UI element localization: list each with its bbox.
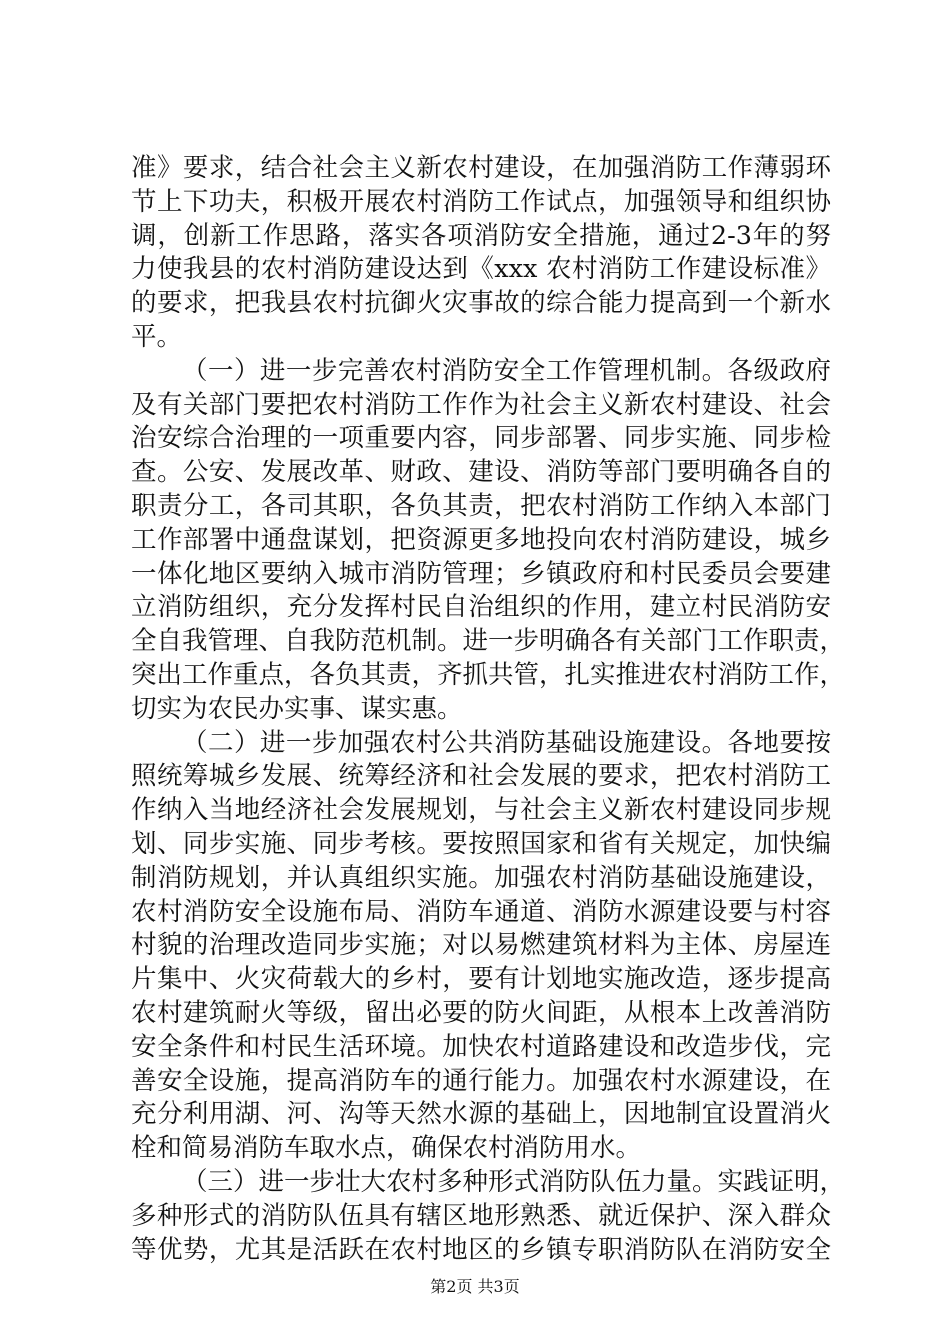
text-line: 治安综合治理的一项重要内容，同步部署、同步实施、同步检: [131, 423, 831, 454]
text-line: 突出工作重点，各负其责，齐抓共管，扎实推进农村消防工作，: [131, 659, 846, 690]
text-line: （三）进一步壮大农村多种形式消防队伍力量。实践证明，: [182, 1166, 846, 1197]
text-line: 工作部署中通盘谋划，把资源更多地投向农村消防建设，城乡: [131, 524, 831, 555]
text-line: 制消防规划，并认真组织实施。加强农村消防基础设施建设，: [131, 862, 831, 893]
text-line: 多种形式的消防队伍具有辖区地形熟悉、就近保护、深入群众: [131, 1200, 831, 1231]
text-line: 一体化地区要纳入城市消防管理；乡镇政府和村民委员会要建: [131, 558, 831, 589]
text-line: 善安全设施，提高消防车的通行能力。加强农村水源建设，在: [131, 1065, 831, 1096]
text-line: 节上下功夫，积极开展农村消防工作试点，加强领导和组织协: [131, 186, 831, 217]
text-line: 力使我县的农村消防建设达到《xxx 农村消防工作建设标准》: [131, 254, 831, 285]
text-line: 职责分工，各司其职，各负其责，把农村消防工作纳入本部门: [131, 490, 831, 521]
text-line: 村貌的治理改造同步实施；对以易燃建筑材料为主体、房屋连: [131, 930, 831, 961]
document-body: [131, 152, 846, 1267]
text-line: 全自我管理、自我防范机制。进一步明确各有关部门工作职责，: [131, 626, 846, 657]
text-line: 片集中、火灾荷载大的乡村，要有计划地实施改造，逐步提高: [131, 964, 831, 995]
text-line: 切实为农民办实事、谋实惠。: [131, 693, 463, 724]
text-line: 栓和简易消防车取水点，确保农村消防用水。: [131, 1133, 642, 1164]
text-line: 立消防组织，充分发挥村民自治组织的作用，建立村民消防安: [131, 592, 831, 623]
text-line: 查。公安、发展改革、财政、建设、消防等部门要明确各自的: [131, 457, 831, 488]
page-number-footer: 第2页 共3页: [430, 1277, 520, 1296]
text-line: 充分利用湖、河、沟等天然水源的基础上，因地制宜设置消火: [131, 1099, 831, 1130]
text-line: 调，创新工作思路，落实各项消防安全措施，通过2-3年的努: [131, 220, 831, 251]
text-line: 农村消防安全设施布局、消防车通道、消防水源建设要与村容: [131, 896, 831, 927]
text-line: 的要求，把我县农村抗御火灾事故的综合能力提高到一个新水: [131, 288, 831, 319]
text-line: 等优势，尤其是活跃在农村地区的乡镇专职消防队在消防安全: [131, 1234, 831, 1265]
text-line: 农村建筑耐火等级，留出必要的防火间距，从根本上改善消防: [131, 997, 831, 1028]
text-line: （一）进一步完善农村消防安全工作管理机制。各级政府: [182, 355, 831, 386]
text-line: 作纳入当地经济社会发展规划，与社会主义新农村建设同步规: [131, 795, 831, 826]
text-line: 及有关部门要把农村消防工作作为社会主义新农村建设、社会: [131, 389, 831, 420]
text-line: 平。: [131, 321, 183, 352]
text-line: 划、同步实施、同步考核。要按照国家和省有关规定，加快编: [131, 828, 831, 859]
text-line: 安全条件和村民生活环境。加快农村道路建设和改造步伐，完: [131, 1031, 831, 1062]
text-line: 照统筹城乡发展、统筹经济和社会发展的要求，把农村消防工: [131, 761, 831, 792]
text-line: （二）进一步加强农村公共消防基础设施建设。各地要按: [182, 727, 831, 758]
text-line: 准》要求，结合社会主义新农村建设，在加强消防工作薄弱环: [131, 153, 831, 183]
